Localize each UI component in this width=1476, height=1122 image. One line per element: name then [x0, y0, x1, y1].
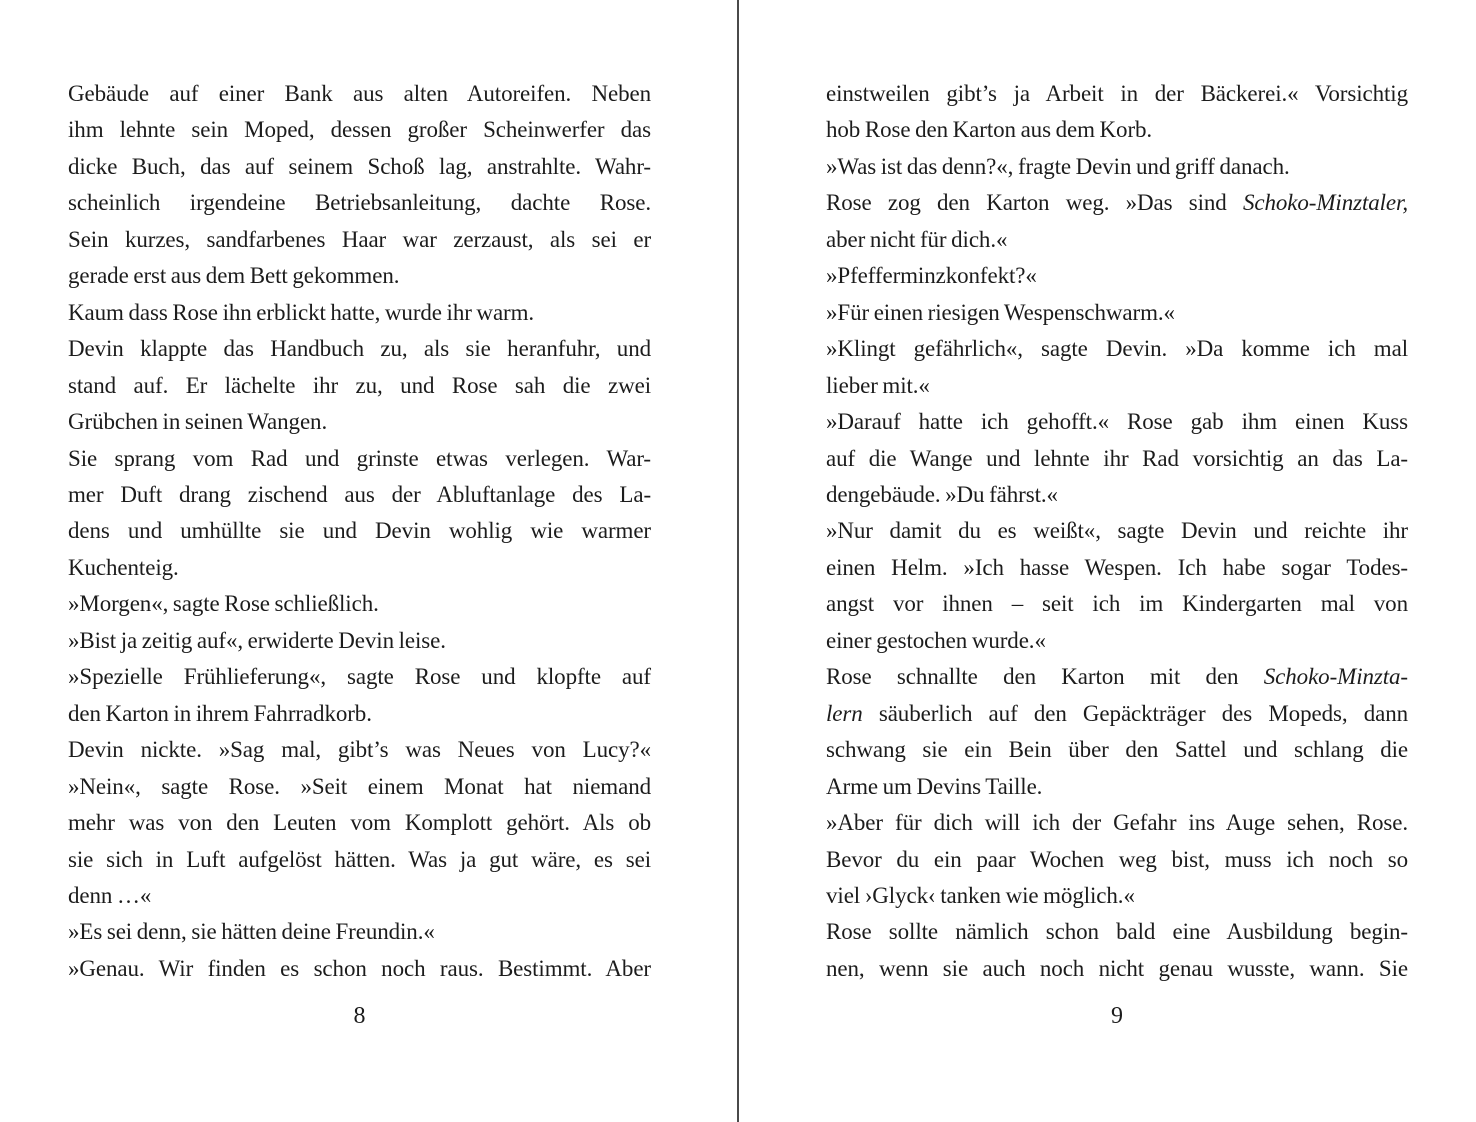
text-line: [826, 769, 1408, 805]
text-line: [68, 732, 651, 768]
text-segment: säuberlich auf den Gepäckträger des Mopeds, dann: [862, 700, 1408, 726]
text-line: [826, 550, 1408, 586]
text-segment: »Aber für dich will ich der Gefahr ins Auge sehen, Rose.: [826, 810, 1408, 836]
text-line: [68, 805, 651, 841]
text-line: [826, 441, 1408, 477]
text-segment: dengebäude. »Du fährst.«: [826, 481, 1058, 507]
text-line: [68, 951, 651, 987]
text-segment: »Nur damit du es weißt«, sagte Devin und reichte ihr: [826, 518, 1408, 544]
page-right-text: [826, 76, 1408, 987]
text-line: [68, 76, 651, 112]
text-segment: angst vor ihnen – seit ich im Kindergarten mal von: [826, 591, 1408, 617]
text-segment: Kaum dass Rose ihn erblickt hatte, wurde ihr warm.: [68, 299, 535, 325]
text-segment: einer gestochen wurde.«: [826, 627, 1046, 653]
text-line: [826, 295, 1408, 331]
text-line: [68, 696, 651, 732]
text-line: [826, 732, 1408, 768]
text-segment: hob Rose den Karton aus dem Korb.: [826, 117, 1153, 143]
text-segment: »Genau. Wir finden es schon noch raus. Bestimmt. Aber: [68, 955, 651, 981]
gutter-divider: [737, 0, 739, 1122]
text-line: [826, 914, 1408, 950]
text-segment: scheinlich irgendeine Betriebsanleitung, dachte Rose.: [68, 190, 651, 216]
text-segment: gerade erst aus dem Bett gekommen.: [68, 263, 400, 289]
text-segment: mer Duft drang zischend aus der Abluftanlage des La-: [68, 481, 651, 507]
text-segment: auf die Wange und lehnte ihr Rad vorsichtig an das La-: [826, 445, 1408, 471]
text-segment: einen Helm. »Ich hasse Wespen. Ich habe sogar Todes-: [826, 554, 1408, 580]
text-segment: Devin klappte das Handbuch zu, als sie heranfuhr, und: [68, 336, 651, 362]
text-line: [826, 842, 1408, 878]
text-segment: dens und umhüllte sie und Devin wohlig wie warmer: [68, 518, 651, 544]
text-line: [826, 76, 1408, 112]
text-line: [68, 769, 651, 805]
text-line: [68, 623, 651, 659]
text-segment: »Es sei denn, sie hätten deine Freundin.«: [68, 919, 435, 945]
text-line: [68, 112, 651, 148]
text-segment: lieber mit.«: [826, 372, 930, 398]
text-line: [68, 914, 651, 950]
italic-text-segment: Schoko-Minzta-: [1263, 664, 1408, 690]
page-number-right: 9: [1111, 1003, 1123, 1029]
text-segment: Arme um Devins Taille.: [826, 773, 1043, 799]
text-line: [68, 477, 651, 513]
text-segment: Sie sprang vom Rad und grinste etwas verlegen. War-: [68, 445, 651, 471]
text-line: [826, 185, 1408, 221]
text-segment: »Nein«, sagte Rose. »Seit einem Monat hat niemand: [68, 773, 651, 799]
text-segment: Gebäude auf einer Bank aus alten Autoreifen. Neben: [68, 81, 651, 106]
text-line: [826, 659, 1408, 695]
text-line: [826, 404, 1408, 440]
text-line: [68, 149, 651, 185]
text-line: [68, 368, 651, 404]
text-segment: »Für einen riesigen Wespenschwarm.«: [826, 299, 1175, 325]
text-segment: stand auf. Er lächelte ihr zu, und Rose sah die zwei: [68, 372, 651, 398]
text-segment: aber nicht für dich.«: [826, 226, 1008, 252]
text-segment: »Morgen«, sagte Rose schließlich.: [68, 591, 379, 617]
text-segment: Bevor du ein paar Wochen weg bist, muss ich noch so: [826, 846, 1408, 872]
text-segment: Kuchenteig.: [68, 554, 179, 580]
text-line: [68, 404, 651, 440]
text-line: [826, 951, 1408, 987]
text-line: [68, 295, 651, 331]
text-line: [826, 623, 1408, 659]
text-segment: Grübchen in seinen Wangen.: [68, 409, 328, 435]
page-number-left: 8: [353, 1003, 366, 1029]
text-segment: schwang sie ein Bein über den Sattel und schlang die: [826, 737, 1408, 763]
text-segment: Rose zog den Karton weg. »Das sind: [826, 190, 1243, 216]
text-line: [68, 513, 651, 549]
text-segment: »Bist ja zeitig auf«, erwiderte Devin leise.: [68, 627, 446, 653]
text-line: [68, 185, 651, 221]
text-line: [826, 331, 1408, 367]
text-segment: Rose schnallte den Karton mit den: [826, 664, 1264, 690]
text-line: [68, 586, 651, 622]
text-segment: den Karton in ihrem Fahrradkorb.: [68, 700, 372, 726]
text-segment: »Pfefferminzkonfekt?«: [826, 263, 1037, 289]
text-line: [826, 696, 1408, 732]
text-segment: sie sich in Luft aufgelöst hätten. Was ja gut wäre, es sei: [68, 846, 651, 872]
text-segment: »Spezielle Frühlieferung«, sagte Rose und klopfte auf: [68, 664, 651, 690]
text-line: [68, 659, 651, 695]
italic-text-segment: Schoko-Minztaler,: [1242, 190, 1408, 216]
text-line: [826, 149, 1408, 185]
text-line: [826, 477, 1408, 513]
text-segment: »Klingt gefährlich«, sagte Devin. »Da komme ich mal: [826, 336, 1408, 362]
text-segment: denn …«: [68, 882, 152, 908]
text-line: [68, 222, 651, 258]
text-line: [68, 842, 651, 878]
text-line: [826, 513, 1408, 549]
text-line: [826, 112, 1408, 148]
text-line: [826, 805, 1408, 841]
text-line: [826, 222, 1408, 258]
text-line: [826, 878, 1408, 914]
text-segment: »Darauf hatte ich gehofft.« Rose gab ihm einen Kuss: [826, 409, 1408, 435]
text-segment: nen, wenn sie auch noch nicht genau wusste, wann. Sie: [826, 955, 1408, 981]
italic-text-segment: lern: [826, 700, 863, 726]
text-line: [68, 258, 651, 294]
text-segment: dicke Buch, das auf seinem Schoß lag, anstrahlte. Wahr-: [68, 153, 651, 179]
text-segment: mehr was von den Leuten vom Komplott gehört. Als ob: [68, 810, 651, 836]
text-segment: ihm lehnte sein Moped, dessen großer Scheinwerfer das: [68, 117, 651, 143]
text-line: [826, 368, 1408, 404]
text-line: [68, 331, 651, 367]
text-segment: viel ›Glyck‹ tanken wie möglich.«: [826, 882, 1135, 908]
text-segment: Sein kurzes, sandfarbenes Haar war zerzaust, als sei er: [68, 226, 651, 252]
text-line: [68, 550, 651, 586]
text-segment: einstweilen gibt’s ja Arbeit in der Bäckerei.« Vorsichtig: [826, 81, 1408, 106]
text-line: [826, 586, 1408, 622]
text-line: [826, 258, 1408, 294]
text-segment: Devin nickte. »Sag mal, gibt’s was Neues von Lucy?«: [68, 737, 651, 763]
page-left-text: [68, 76, 651, 987]
text-line: [68, 878, 651, 914]
text-segment: Rose sollte nämlich schon bald eine Ausbildung begin-: [826, 919, 1408, 945]
text-line: [68, 441, 651, 477]
text-segment: »Was ist das denn?«, fragte Devin und griff danach.: [826, 153, 1290, 179]
